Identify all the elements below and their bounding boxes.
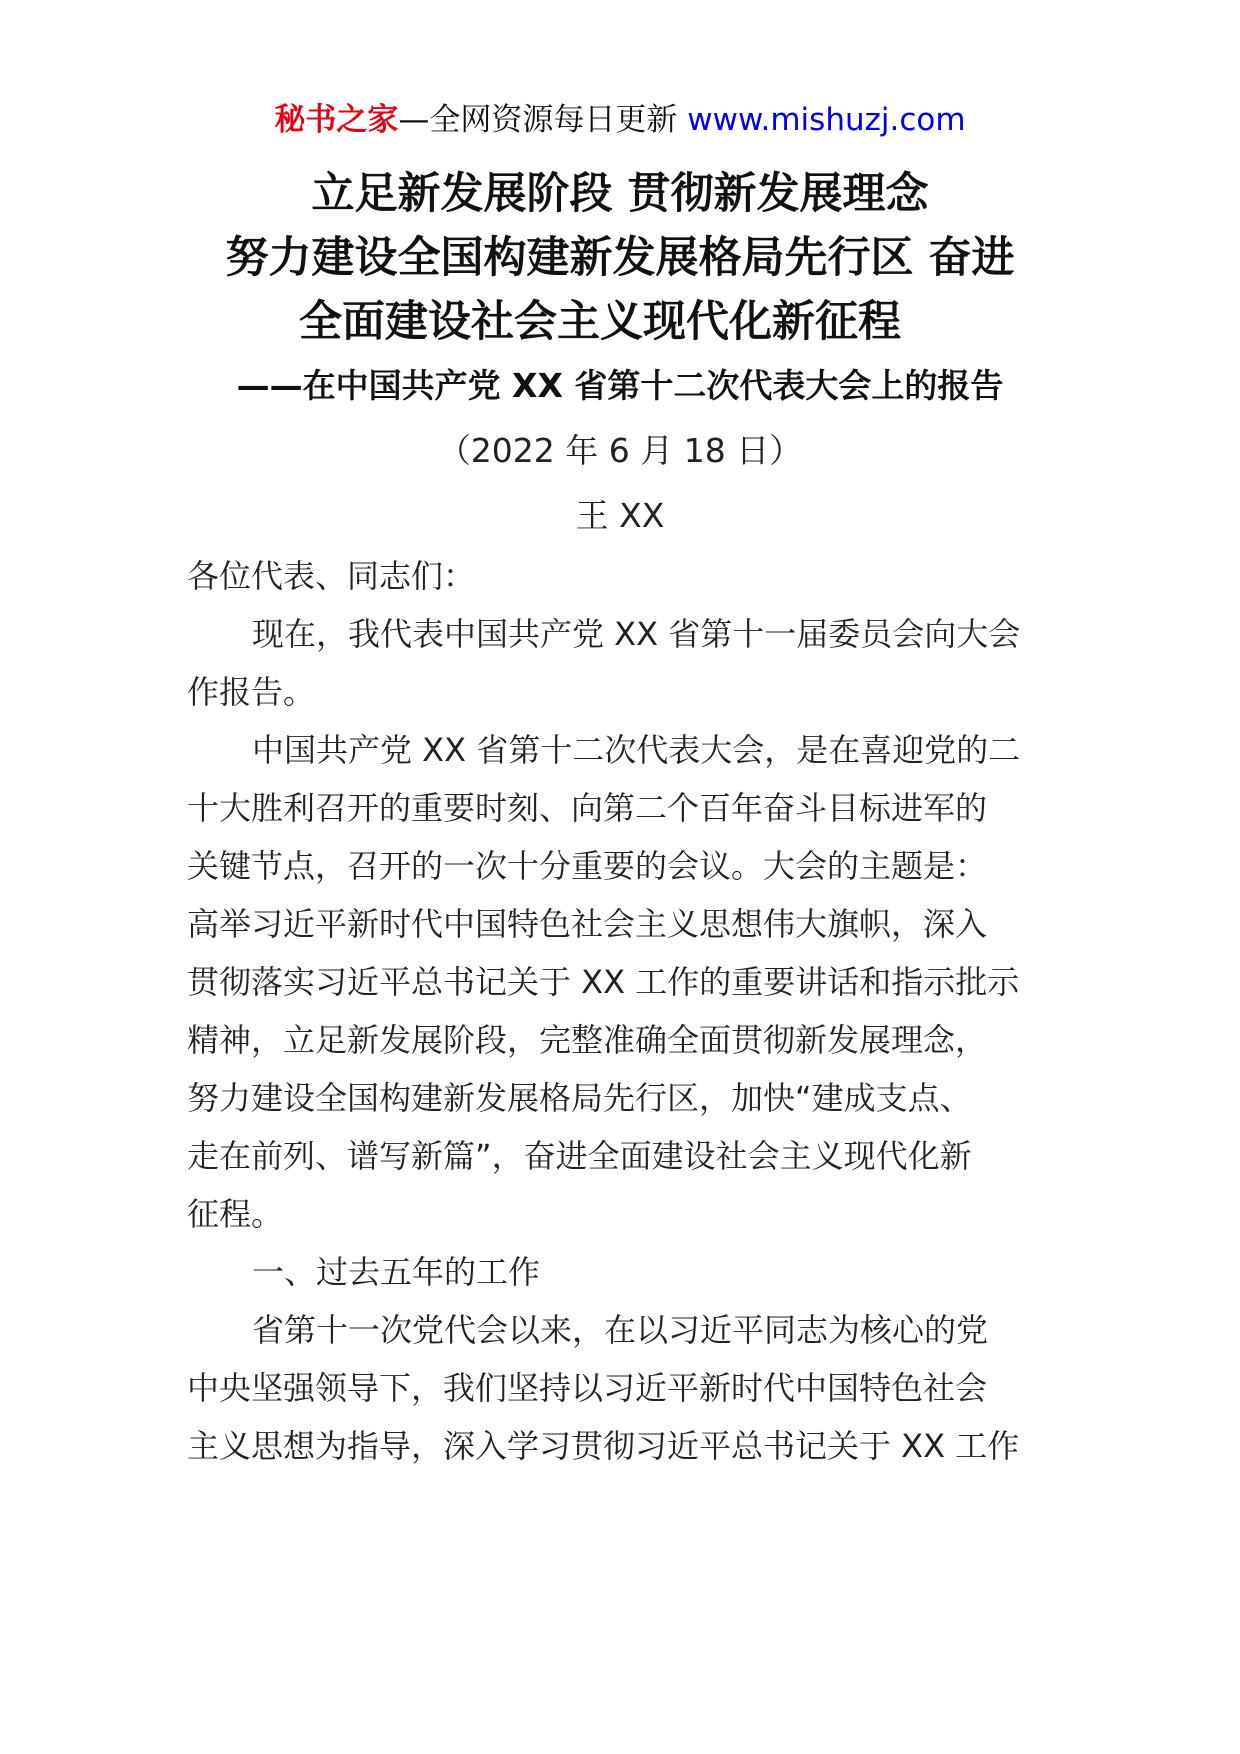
paragraph-line: 主义思想为指导，深入学习贯彻习近平总书记关于 XX 工作 bbox=[187, 1427, 1020, 1465]
paragraph-line: 走在前列、谱写新篇”，奋进全面建设社会主义现代化新 bbox=[187, 1137, 972, 1175]
paragraph-line: 高举习近平新时代中国特色社会主义思想伟大旗帜，深入 bbox=[187, 905, 988, 943]
title-line-3: 全面建设社会主义现代化新征程 bbox=[299, 297, 901, 347]
paragraph-line: 中国共产党 XX 省第十二次代表大会，是在喜迎党的二 bbox=[252, 731, 1021, 769]
section-heading: 一、过去五年的工作 bbox=[252, 1253, 541, 1291]
paragraph-line: 关键节点，召开的一次十分重要的会议。大会的主题是： bbox=[187, 847, 988, 885]
title-line-1: 立足新发展阶段 贯彻新发展理念 bbox=[311, 169, 929, 219]
paragraph-line: 中央坚强领导下，我们坚持以习近平新时代中国特色社会 bbox=[187, 1369, 988, 1407]
report-date: （2022 年 6 月 18 日） bbox=[437, 431, 803, 470]
paragraph-line: 精神，立足新发展阶段，完整准确全面贯彻新发展理念， bbox=[187, 1021, 988, 1059]
report-author: 王 XX bbox=[575, 496, 665, 535]
report-subtitle: ——在中国共产党 XX 省第十二次代表大会上的报告 bbox=[236, 366, 1004, 405]
header-tagline: —全网资源每日更新 bbox=[398, 102, 678, 138]
paragraph-line: 十大胜利召开的重要时刻、向第二个百年奋斗目标进军的 bbox=[187, 789, 988, 827]
paragraph-line: 现在，我代表中国共产党 XX 省第十一届委员会向大会 bbox=[252, 615, 1021, 653]
title-line-2: 努力建设全国构建新发展格局先行区 奋进 bbox=[225, 233, 1015, 283]
paragraph-line: 征程。 bbox=[187, 1195, 284, 1233]
site-url-link[interactable]: www.mishuzj.com bbox=[687, 102, 966, 138]
salutation: 各位代表、同志们： bbox=[187, 557, 476, 595]
brand-name: 秘书之家 bbox=[274, 102, 399, 138]
paragraph-line: 作报告。 bbox=[187, 673, 316, 711]
site-header bbox=[0, 98, 1240, 142]
paragraph-line: 贯彻落实习近平总书记关于 XX 工作的重要讲话和指示批示 bbox=[187, 963, 1020, 1001]
paragraph-line: 努力建设全国构建新发展格局先行区，加快“建成支点、 bbox=[187, 1079, 972, 1117]
paragraph-line: 省第十一次党代会以来，在以习近平同志为核心的党 bbox=[252, 1311, 989, 1349]
